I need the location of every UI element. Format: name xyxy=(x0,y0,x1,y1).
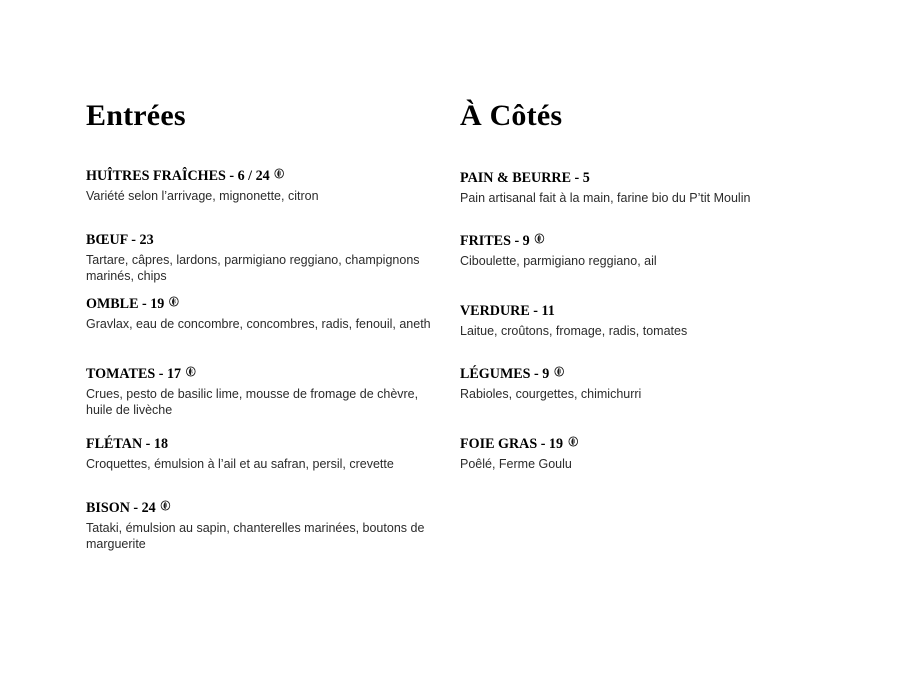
menu-item xyxy=(460,436,830,473)
menu-item-description: Tataki, émulsion au sapin, chanterelles marinées, boutons de marguerite xyxy=(86,521,425,551)
menu-item-description: Rabioles, courgettes, chimichurri xyxy=(460,387,642,401)
diet-marker-icon xyxy=(554,366,564,377)
menu-item-name-price: BISON - 24 xyxy=(86,500,156,516)
menu-item-heading xyxy=(86,168,434,185)
menu-item-heading xyxy=(460,366,808,383)
menu-item xyxy=(86,366,456,418)
menu-item-heading xyxy=(460,303,808,320)
menu-item-name-price: LÉGUMES - 9 xyxy=(460,366,550,382)
menu-item-heading xyxy=(460,436,808,453)
menu-item-description: Gravlax, eau de concombre, concombres, radis, fenouil, aneth xyxy=(86,317,431,331)
menu-item xyxy=(460,366,830,403)
menu-item-heading xyxy=(86,436,434,453)
menu-item xyxy=(86,168,456,205)
section-title-entrees: Entrées xyxy=(86,99,186,132)
menu-item-description: Ciboulette, parmigiano reggiano, ail xyxy=(460,254,657,268)
menu-item-name-price: OMBLE - 19 xyxy=(86,296,165,312)
menu-item xyxy=(460,303,830,340)
menu-item-name-price: HUÎTRES FRAÎCHES - 6 / 24 xyxy=(86,168,270,184)
menu-item-heading xyxy=(86,296,434,313)
menu-item-heading xyxy=(460,233,808,250)
menu-item xyxy=(86,436,456,473)
menu-item-description: Crues, pesto de basilic lime, mousse de fromage de chèvre, huile de livèche xyxy=(86,387,419,417)
menu-item-description: Croquettes, émulsion à l’ail et au safran, persil, crevette xyxy=(86,457,394,471)
diet-marker-icon xyxy=(568,436,578,447)
diet-marker-icon xyxy=(274,168,284,179)
menu-item-name-price: TOMATES - 17 xyxy=(86,366,182,382)
diet-marker-icon xyxy=(534,233,544,244)
menu-item-name-price: PAIN & BEURRE - 5 xyxy=(460,170,590,186)
diet-marker-icon xyxy=(169,296,179,307)
menu-item-name-price: BŒUF - 23 xyxy=(86,232,154,248)
menu-item-heading xyxy=(86,232,434,249)
menu-item-name-price: FLÉTAN - 18 xyxy=(86,436,169,452)
menu-item-heading xyxy=(460,170,808,187)
menu-item-description: Laitue, croûtons, fromage, radis, tomates xyxy=(460,324,688,338)
menu-column-a-cotes xyxy=(460,0,840,695)
menu-item-name-price: VERDURE - 11 xyxy=(460,303,555,319)
menu-item-name-price: FRITES - 9 xyxy=(460,233,530,249)
section-title-a-cotes: À Côtés xyxy=(460,99,563,132)
menu-item-description: Pain artisanal fait à la main, farine bio du P’tit Moulin xyxy=(460,191,751,205)
menu-column-entrees xyxy=(86,0,466,695)
menu-item xyxy=(86,500,456,552)
menu-item-description: Variété selon l’arrivage, mignonette, citron xyxy=(86,189,319,203)
menu-item-heading xyxy=(86,366,434,383)
menu-item-description: Tartare, câpres, lardons, parmigiano reggiano, champignons marinés, chips xyxy=(86,253,420,283)
menu-item xyxy=(460,170,830,207)
menu-item-heading xyxy=(86,500,434,517)
diet-marker-icon xyxy=(186,366,196,377)
menu-item xyxy=(460,233,830,270)
menu-item xyxy=(86,296,456,333)
diet-marker-icon xyxy=(160,500,170,511)
menu-item-name-price: FOIE GRAS - 19 xyxy=(460,436,564,452)
menu-item xyxy=(86,232,456,284)
menu-item-description: Poêlé, Ferme Goulu xyxy=(460,457,572,471)
